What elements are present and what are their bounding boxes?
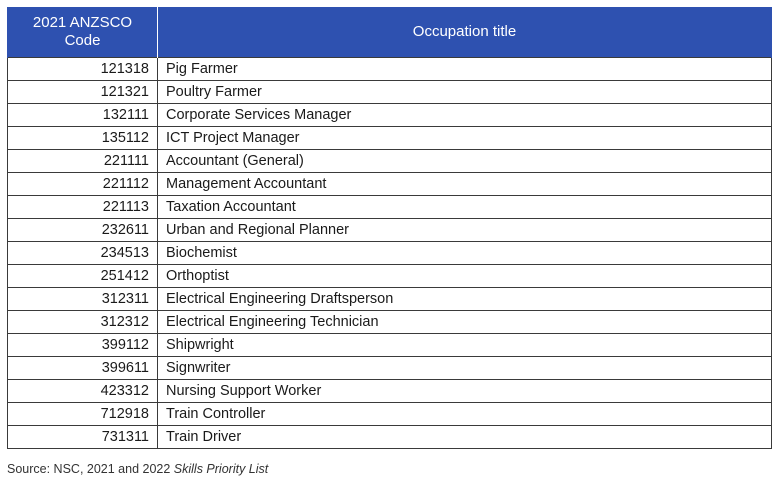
table-row [8,150,772,173]
cell-occupation-title: Biochemist [158,242,772,265]
cell-anzsco-code: 234513 [8,242,158,265]
cell-occupation-title: Taxation Accountant [158,196,772,219]
table-row [8,357,772,380]
cell-anzsco-code: 312312 [8,311,158,334]
cell-anzsco-code: 221112 [8,173,158,196]
table-body [8,58,772,449]
cell-occupation-title: Accountant (General) [158,150,772,173]
source-prefix: Source: NSC, 2021 and 2022 [7,462,174,476]
cell-occupation-title: Pig Farmer [158,58,772,81]
table-row [8,311,772,334]
cell-anzsco-code: 221113 [8,196,158,219]
table-row [8,403,772,426]
cell-anzsco-code: 121321 [8,81,158,104]
table-row [8,127,772,150]
table-header-row [8,7,772,58]
cell-anzsco-code: 423312 [8,380,158,403]
table-row [8,426,772,449]
table-row [8,196,772,219]
cell-occupation-title: Shipwright [158,334,772,357]
cell-occupation-title: Electrical Engineering Draftsperson [158,288,772,311]
cell-anzsco-code: 251412 [8,265,158,288]
header-code-line1: 2021 ANZSCO [32,14,133,31]
cell-occupation-title: Poultry Farmer [158,81,772,104]
header-anzsco-code [8,7,158,58]
cell-anzsco-code: 135112 [8,127,158,150]
cell-occupation-title: Train Controller [158,403,772,426]
table-row [8,334,772,357]
table-row [8,104,772,127]
cell-occupation-title: Train Driver [158,426,772,449]
cell-anzsco-code: 399112 [8,334,158,357]
table-row [8,81,772,104]
table-row [8,288,772,311]
cell-occupation-title: Corporate Services Manager [158,104,772,127]
table-row [8,173,772,196]
occupation-table [7,7,772,449]
cell-occupation-title: Electrical Engineering Technician [158,311,772,334]
cell-occupation-title: Orthoptist [158,265,772,288]
cell-anzsco-code: 712918 [8,403,158,426]
cell-anzsco-code: 399611 [8,357,158,380]
source-note [7,462,268,476]
cell-anzsco-code: 121318 [8,58,158,81]
cell-occupation-title: Urban and Regional Planner [158,219,772,242]
table-row [8,380,772,403]
cell-anzsco-code: 221111 [8,150,158,173]
table-row [8,58,772,81]
cell-anzsco-code: 132111 [8,104,158,127]
cell-occupation-title: ICT Project Manager [158,127,772,150]
table-row [8,265,772,288]
cell-anzsco-code: 312311 [8,288,158,311]
cell-occupation-title: Nursing Support Worker [158,380,772,403]
table-row [8,242,772,265]
source-italic: Skills Priority List [173,462,269,476]
table-row [8,219,772,242]
cell-occupation-title: Signwriter [158,357,772,380]
header-occupation-title: Occupation title [158,7,772,58]
cell-anzsco-code: 232611 [8,219,158,242]
cell-anzsco-code: 731311 [8,426,158,449]
cell-occupation-title: Management Accountant [158,173,772,196]
header-code-line2: Code [64,32,101,49]
